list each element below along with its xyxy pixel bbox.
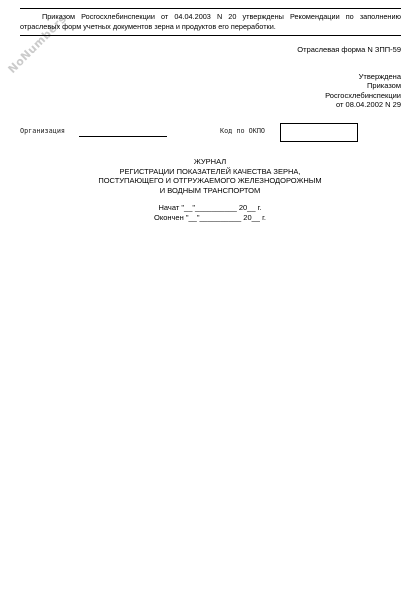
approval-line-2: Приказом: [367, 81, 401, 91]
organization-field-line[interactable]: [79, 136, 167, 137]
approval-line-1: Утверждена: [358, 72, 401, 81]
approval-block: [241, 72, 401, 110]
header-rule-bottom: [20, 35, 401, 36]
journal-title-line-2: РЕГИСТРАЦИИ ПОКАЗАТЕЛЕЙ КАЧЕСТВА ЗЕРНА,: [119, 166, 301, 176]
approval-line-3: Росгосхлебинспекции: [325, 90, 401, 100]
header-rule-top: [20, 8, 401, 9]
form-label: Отраслевая форма N ЗПП-59: [297, 45, 401, 54]
organization-label: Организация: [20, 127, 66, 135]
journal-dates: [0, 203, 420, 222]
journal-title-line-3: ПОСТУПАЮЩЕГО И ОТГРУЖАЕМОГО ЖЕЛЕЗНОДОРОЖНЫМ: [98, 176, 322, 186]
ended-date: Окончен "__"__________ 20__ г.: [154, 212, 266, 222]
started-date: Начат "__"__________ 20__ г.: [158, 203, 262, 212]
journal-title: [0, 157, 420, 195]
okpo-label: Код по ОКПО: [220, 127, 266, 135]
journal-title-line-1: ЖУРНАЛ: [193, 157, 227, 166]
watermark: NoNumbers: [5, 12, 70, 76]
okpo-field[interactable]: [280, 123, 358, 142]
journal-title-line-4: И ВОДНЫМ ТРАНСПОРТОМ: [159, 185, 261, 195]
header-note: Приказом Росгосхлебинспекции от 04.04.2003 N 20 утверждены Рекомендации по заполнению отраслевых форм учетных документов зерна и продуктов его переработки.: [20, 12, 401, 31]
approval-line-4: от 08.04.2002 N 29: [336, 100, 401, 110]
